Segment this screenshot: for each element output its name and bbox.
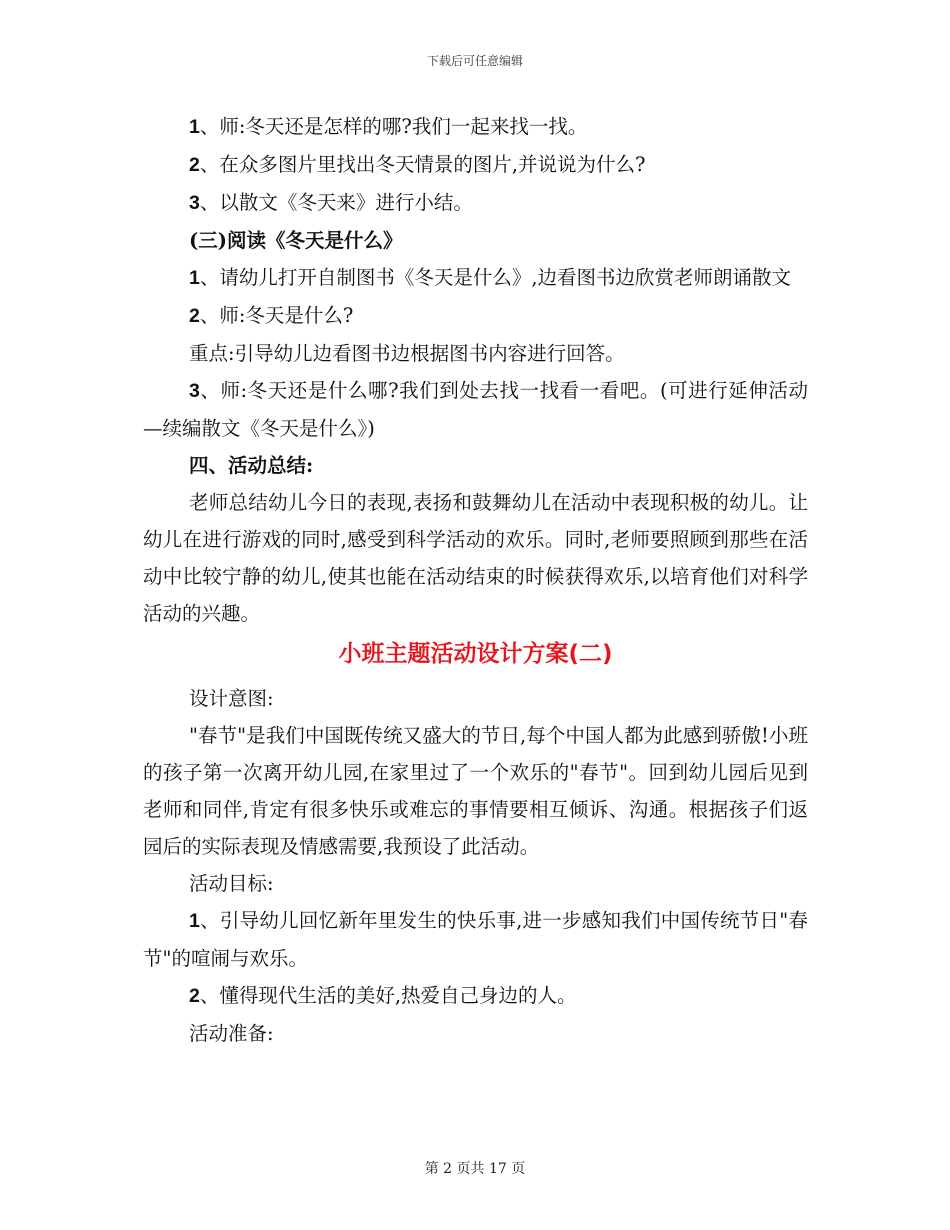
section-heading: 四、活动总结: (189, 454, 314, 477)
design-intent-paragraph: "春节"是我们中国既传统又盛大的节日,每个中国人都为此感到骄傲!小班的孩子第一次离开幼儿园,在家里过了一个欢乐的"春节"。回到幼儿园后见到老师和同伴,肯定有很多快乐或难忘的事情要相互倾诉、沟通。根据孩子们返园后的实际表现及情感需要,我预设了此活动。 (143, 724, 808, 858)
item-number: 2 (189, 305, 200, 327)
list-item (143, 977, 808, 1015)
preparation-label: 活动准备: (189, 1022, 274, 1045)
section-heading: (三)阅读《冬天是什么》 (189, 229, 403, 252)
item-text: 、师:冬天还是什么哪?我们到处去找一找看一看吧。(可进行延伸活动—续编散文《冬天是什么》) (143, 379, 808, 440)
goals-label: 活动目标: (189, 872, 274, 895)
item-number: 2 (189, 985, 200, 1007)
item-text: 、师:冬天还是怎样的哪?我们一起来找一找。 (199, 115, 588, 138)
list-item (143, 259, 808, 297)
item-text: 、师:冬天是什么? (199, 304, 354, 327)
item-text: 、在众多图片里找出冬天情景的图片,并说说为什么? (199, 153, 646, 176)
page-footer: 第 2 页共 17 页 (424, 1161, 526, 1177)
item-number: 3 (189, 380, 200, 402)
item-number: 2 (189, 154, 200, 176)
page-header: 下载后可任意编辑 (426, 54, 523, 68)
key-point: 重点:引导幼儿边看图书边根据图书内容进行回答。 (189, 342, 625, 365)
list-item (143, 297, 808, 335)
list-item (143, 108, 808, 146)
item-number: 3 (189, 192, 200, 214)
item-text: 、请幼儿打开自制图书《冬天是什么》,边看图书边欣赏老师朗诵散文 (199, 266, 792, 289)
list-item (143, 902, 808, 977)
summary-paragraph: 老师总结幼儿今日的表现,表扬和鼓舞幼儿在活动中表现积极的幼儿。让幼儿在进行游戏的同时,感受到科学活动的欢乐。同时,老师要照顾到那些在活动中比较宁静的幼儿,使其也能在活动结束的时候获得欢乐,以培育他们对科学活动的兴趣。 (143, 491, 808, 625)
design-intent-label: 设计意图: (189, 687, 274, 710)
item-text: 、以散文《冬天来》进行小结。 (199, 191, 473, 214)
item-number: 1 (189, 910, 200, 932)
document-title: 小班主题活动设计方案(二) (338, 641, 613, 667)
item-text: 、引导幼儿回忆新年里发生的快乐事,进一步感知我们中国传统节日"春节"的喧闹与欢乐。 (143, 909, 808, 970)
list-item (143, 372, 808, 447)
list-item (143, 146, 808, 184)
item-number: 1 (189, 116, 200, 138)
document-body (143, 108, 808, 1052)
list-item (143, 184, 808, 222)
item-text: 、懂得现代生活的美好,热爱自己身边的人。 (199, 984, 577, 1007)
item-number: 1 (189, 267, 200, 289)
